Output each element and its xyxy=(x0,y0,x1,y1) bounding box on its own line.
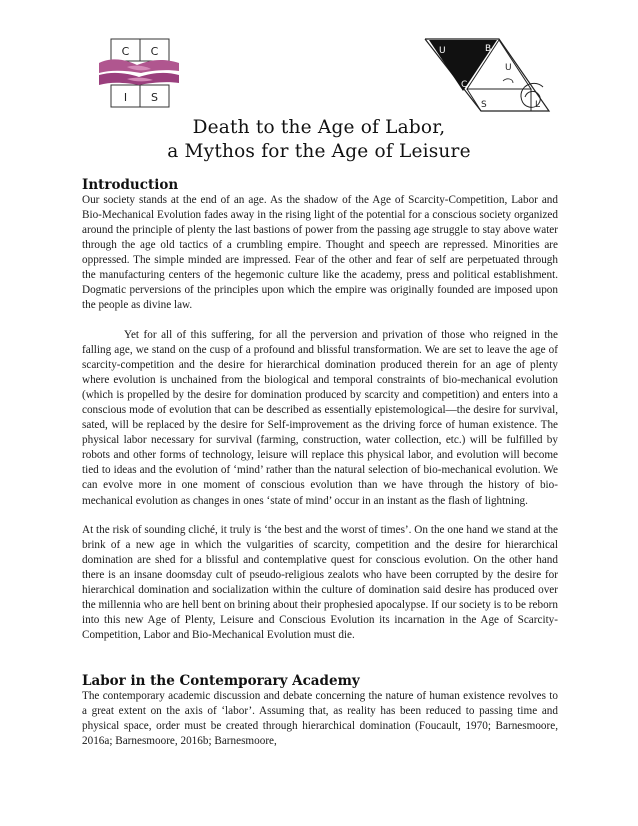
ccis-logo xyxy=(97,37,181,109)
logo-left-letter-4: S xyxy=(151,91,158,104)
logo-right-letter-2: B xyxy=(485,44,492,54)
intro-paragraph-3: At the risk of sounding cliché, it truly is ‘the best and the worst of times’. On the one hand we stand at the brink of a new age in which the vulgarities of scarcity, competition and the desire for hierarchical domination are shed for a blissful and contemplative quest for conscious evolution. On the other hand there is an insane doomsday cult of pseudo-religious zealots who have been corrupted by the desire for hierarchical domination and socialization within the culture of domination said desire has produced over the millennia who are hell bent on brining about their prophesied apocalypse. If our society is to be reborn into this new Age of Plenty, Leisure and Conscious Evolution its incarnation in the Age of Scarcity-Competition, Labor and Bio-Mechanical Evolution must die. xyxy=(82,524,558,642)
logo-right-letter-1: U xyxy=(439,46,446,56)
logo-right-letter-4: C xyxy=(461,80,468,90)
section-heading-introduction: Introduction xyxy=(82,177,179,193)
logo-right-letter-3: U xyxy=(505,63,512,73)
logo-left-letter-3: I xyxy=(123,91,128,104)
logo-left-letter-1: C xyxy=(121,45,130,58)
document-title-line-1: Death to the Age of Labor, xyxy=(192,117,446,138)
logo-left-letter-2: C xyxy=(150,45,159,58)
document-title-line-2: a Mythos for the Age of Leisure xyxy=(167,141,471,162)
logo-right-letter-6: L xyxy=(535,100,541,110)
section-heading-labor: Labor in the Contemporary Academy xyxy=(82,673,360,689)
intro-paragraph-1: Our society stands at the end of an age. As the shadow of the Age of Scarcity-Competition, Labor and Bio-Mechanical Evolution fades away in the rising light of the potential for a conscious society organized around the principle of plenty the last bastions of power from the passing age struggle to stay above water through the age old tactics of a crumbling empire. Thought and speech are repressed. Minorities are oppressed. The simple minded are impressed. Fear of the other and fear of self are perpetuated through the manufacturing centers of the hegemonic culture like the academy, press and political establishment. Dogmatic perversions of the principles upon which the empire was originally founded are imposed upon the people as divine law. xyxy=(82,194,558,312)
logo-right-letter-5: S xyxy=(481,100,487,110)
intro-paragraph-2: Yet for all of this suffering, for all the perversion and privation of those who reigned in the falling age, we stand on the cusp of a profound and blissful transformation. We are set to leave the age of scarcity-competition and the desire for hierarchical domination produced therein for an age of plenty where evolution is unchained from the biological and temporal constraints of bio-mechanical evolution (which is propelled by the desire for domination produced by scarcity and competition) and enters into a conscious mode of evolution that can be described as essentially epistemological—the desire for survival, sated, will be replaced by the desire for Self-improvement as the driving force of human existence. The physical labor necessary for survival (farming, construction, water collection, etc.) will be fulfilled by robots and other forms of technology, leisure will replace this physical labor, and evolution will become tied to ideas and the evolution of ‘mind’ rather than the natural selection of bio-mechanical evolution. We can evolve more in one moment of conscious evolution than we have through the history of bio-mechanical evolution as changes in ones ‘state of mind’ occur in an instant as the flash of lightning. xyxy=(82,329,558,507)
ubucsl-logo xyxy=(423,37,551,113)
labor-paragraph-1: The contemporary academic discussion and debate concerning the nature of human existence revolves to a great extent on the axis of ‘labor’. Assuming that, as reality has been reduced to passing time and physical space, order must be created through hierarchical domination (Foucault, 1970; Barnesmoore, 2016a; Barnesmoore, 2016b; Barnesmoore, xyxy=(82,690,558,748)
